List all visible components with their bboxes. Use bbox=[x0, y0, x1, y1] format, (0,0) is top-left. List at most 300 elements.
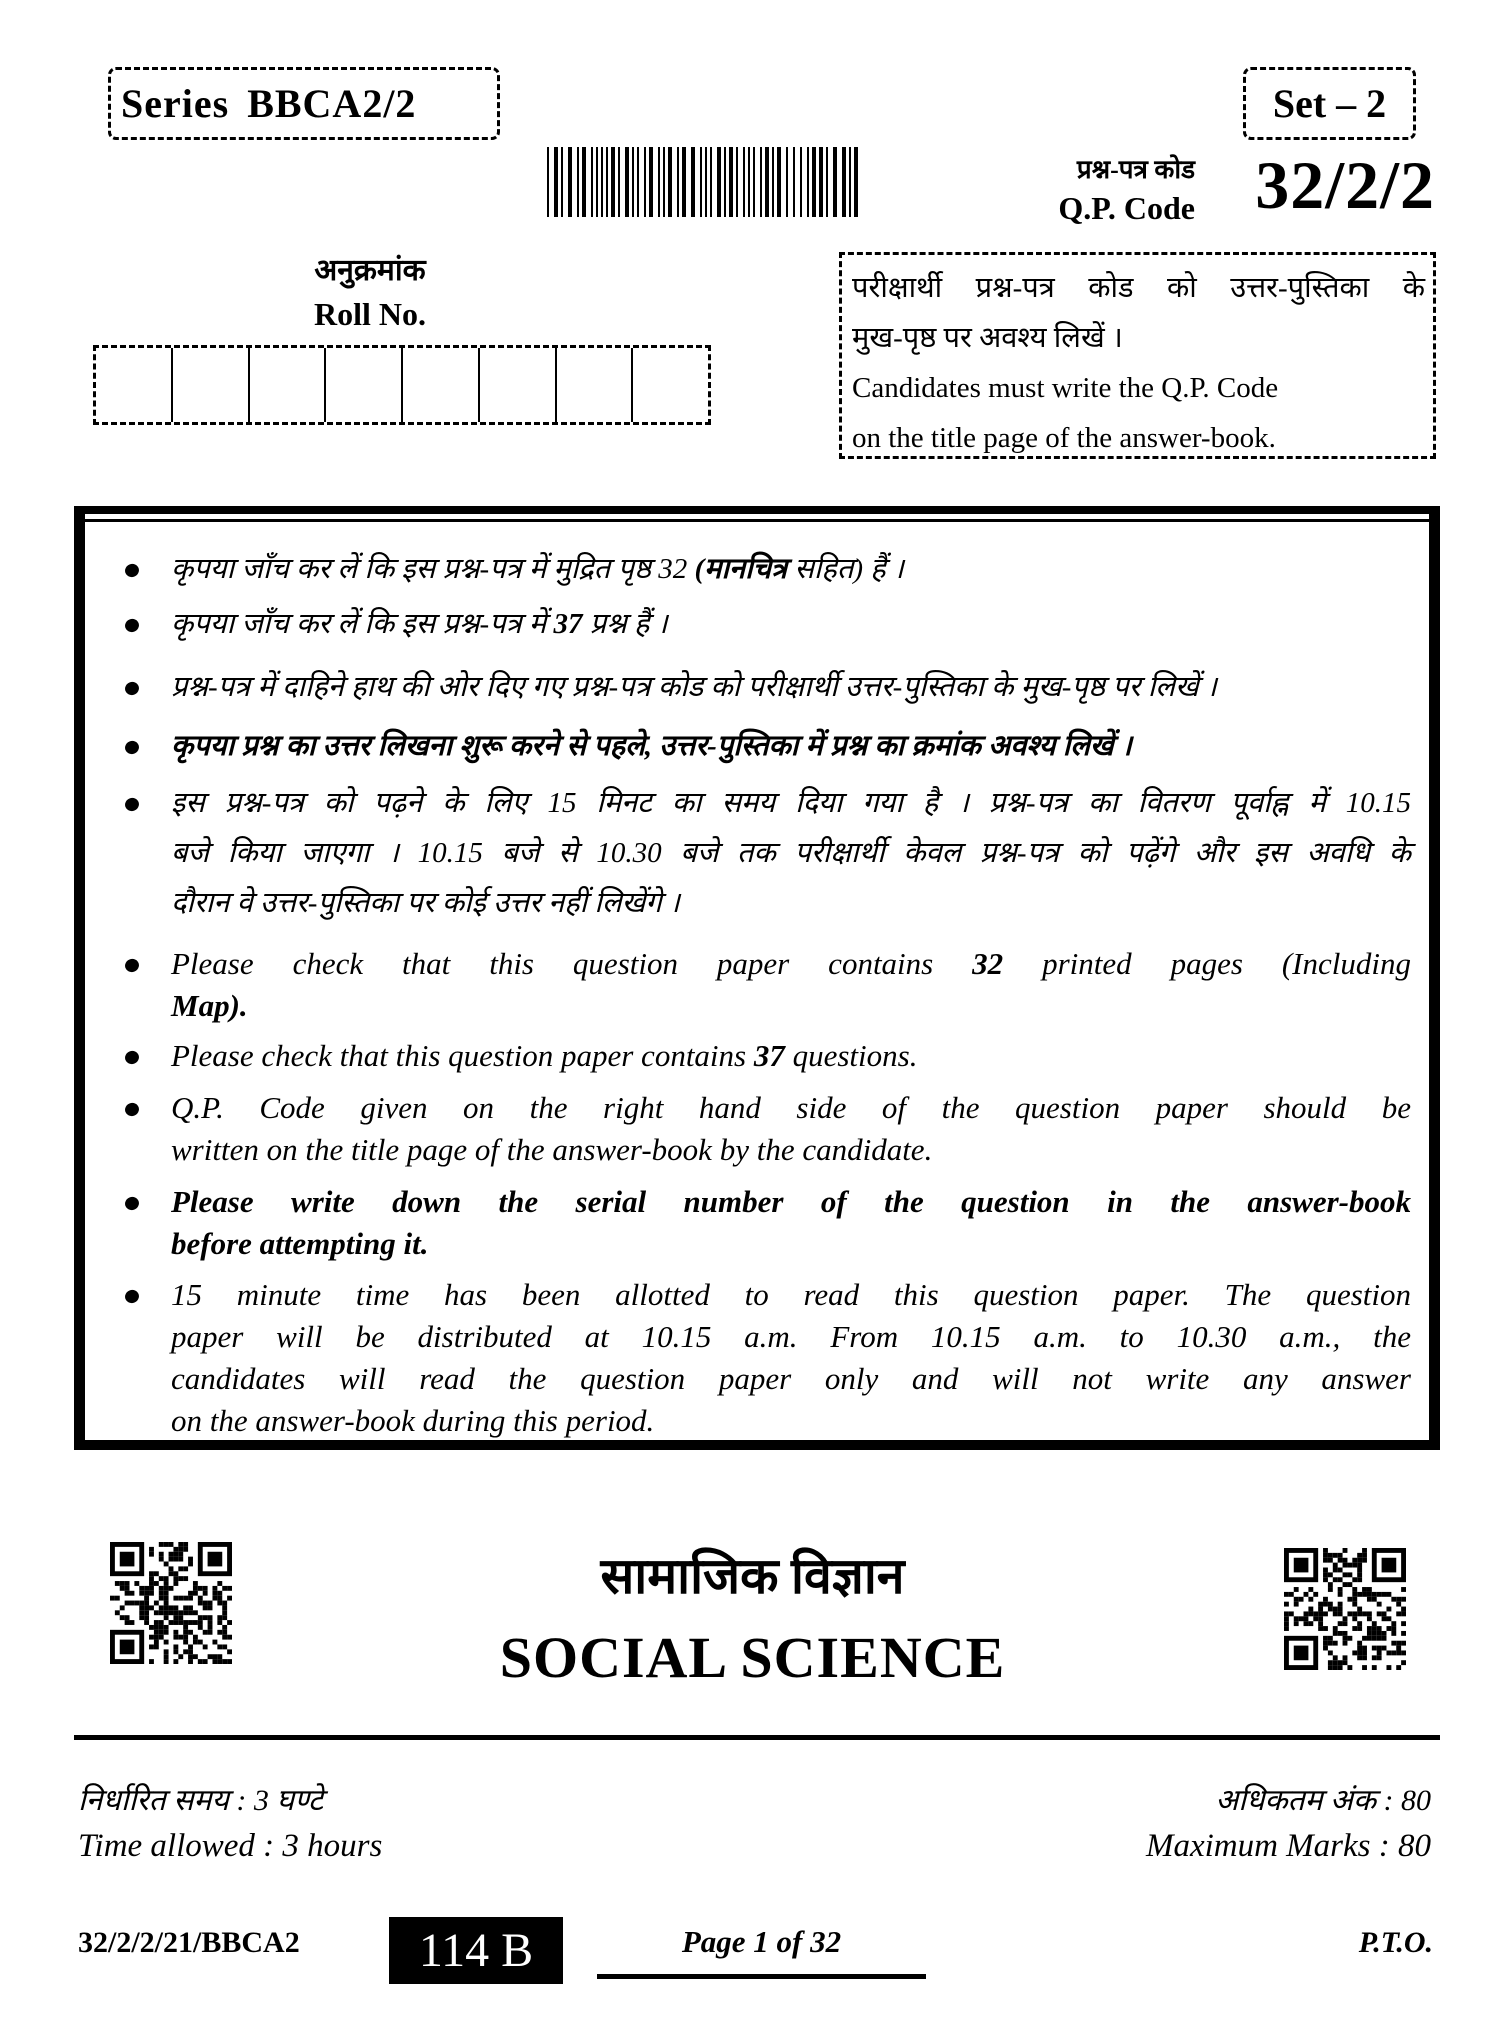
qr-module bbox=[144, 1615, 149, 1620]
qr-module bbox=[1323, 1626, 1328, 1631]
qr-module bbox=[193, 1586, 198, 1591]
qr-module bbox=[227, 1620, 232, 1625]
qr-module bbox=[1357, 1626, 1362, 1631]
qr-module bbox=[193, 1635, 198, 1640]
qr-module bbox=[1401, 1631, 1406, 1636]
instruction-text: 15 minute time has been allotted to read this question paper. The question bbox=[171, 1277, 1411, 1312]
qr-module bbox=[1382, 1592, 1387, 1597]
qr-module bbox=[125, 1591, 130, 1596]
qr-module bbox=[217, 1620, 222, 1625]
max-marks: Maximum Marks : 80 bbox=[1145, 1828, 1431, 1864]
roll-number-cell[interactable] bbox=[480, 348, 557, 422]
qr-module bbox=[1391, 1631, 1396, 1636]
qr-module bbox=[149, 1605, 154, 1610]
qr-module bbox=[1362, 1655, 1367, 1660]
qr-module bbox=[173, 1547, 178, 1552]
qr-module bbox=[1367, 1587, 1372, 1592]
qr-module bbox=[154, 1630, 159, 1635]
qr-module bbox=[227, 1596, 232, 1601]
qr-module bbox=[1323, 1548, 1328, 1553]
qr-module bbox=[1377, 1650, 1382, 1655]
qr-module bbox=[120, 1640, 135, 1655]
bullet-icon bbox=[123, 796, 141, 813]
qr-module bbox=[198, 1586, 203, 1591]
qr-module bbox=[212, 1596, 217, 1601]
qr-module bbox=[1372, 1665, 1377, 1670]
qr-module bbox=[1362, 1553, 1367, 1558]
qr-module bbox=[159, 1576, 164, 1581]
qr-module bbox=[1343, 1660, 1348, 1665]
qr-module bbox=[1347, 1665, 1352, 1670]
qr-module bbox=[159, 1542, 164, 1547]
qr-module bbox=[1323, 1646, 1328, 1651]
qr-module bbox=[1391, 1621, 1396, 1626]
qr-module bbox=[178, 1635, 183, 1640]
qr-module bbox=[159, 1630, 164, 1635]
qr-module bbox=[222, 1610, 227, 1615]
qr-module bbox=[164, 1576, 169, 1581]
qr-module bbox=[178, 1552, 183, 1557]
qr-module bbox=[154, 1640, 159, 1645]
qr-module bbox=[1308, 1587, 1313, 1592]
qr-module bbox=[169, 1620, 174, 1625]
instruction-line bbox=[171, 828, 1411, 878]
qr-module bbox=[144, 1601, 149, 1606]
qr-module bbox=[1323, 1572, 1328, 1577]
qr-module bbox=[203, 1605, 208, 1610]
qr-module bbox=[188, 1605, 193, 1610]
instruction-text: प्रश्न-पत्र में दाहिने हाथ की ओर दिए गए प्रश्न-पत्र कोड को परीक्षार्थी उत्तर-पुस्तिका के मुख-पृष्ठ पर लिखें । bbox=[171, 671, 1217, 703]
barcode-bar bbox=[677, 147, 679, 217]
instruction-line bbox=[171, 878, 1411, 928]
qr-module bbox=[1367, 1626, 1372, 1631]
qr-module bbox=[1357, 1558, 1362, 1563]
qr-module bbox=[1343, 1616, 1348, 1621]
qr-module bbox=[198, 1601, 203, 1606]
qr-module bbox=[154, 1581, 159, 1586]
instruction-line bbox=[171, 778, 1411, 828]
qr-module bbox=[164, 1586, 169, 1591]
qr-module bbox=[1347, 1563, 1352, 1568]
barcode-bar bbox=[561, 147, 563, 217]
qr-module bbox=[188, 1649, 193, 1654]
qr-module bbox=[188, 1630, 193, 1635]
qr-module bbox=[169, 1605, 174, 1610]
qr-module bbox=[1318, 1611, 1323, 1616]
qr-module bbox=[178, 1610, 183, 1615]
qr-module bbox=[1352, 1597, 1357, 1602]
qr-module bbox=[203, 1659, 208, 1664]
qr-module bbox=[188, 1659, 193, 1664]
qr-module bbox=[164, 1640, 169, 1645]
qr-module bbox=[1377, 1636, 1382, 1641]
qr-module bbox=[159, 1596, 164, 1601]
qr-module bbox=[1401, 1607, 1406, 1612]
instruction-line bbox=[171, 1129, 1411, 1171]
barcode-bar bbox=[582, 147, 586, 217]
qr-module bbox=[1323, 1558, 1328, 1563]
qr-module bbox=[1362, 1587, 1367, 1592]
instruction-text: Please write down the serial number of the question in the answer-book bbox=[171, 1184, 1411, 1219]
qr-module bbox=[1308, 1611, 1313, 1616]
qr-module bbox=[1362, 1665, 1367, 1670]
qr-module bbox=[183, 1640, 188, 1645]
qr-module bbox=[222, 1630, 227, 1635]
qr-module bbox=[173, 1649, 178, 1654]
roll-number-boxes[interactable] bbox=[93, 345, 711, 425]
qr-module bbox=[208, 1620, 213, 1625]
qr-module bbox=[139, 1605, 144, 1610]
qr-module bbox=[173, 1610, 178, 1615]
qr-module bbox=[1391, 1641, 1396, 1646]
qr-module bbox=[144, 1596, 149, 1601]
instruction-line bbox=[171, 1400, 1411, 1442]
qr-module bbox=[1323, 1602, 1328, 1607]
qr-module bbox=[1343, 1631, 1348, 1636]
qr-module bbox=[1357, 1621, 1362, 1626]
barcode-bar bbox=[833, 147, 837, 217]
qr-module bbox=[1318, 1616, 1323, 1621]
qr-module bbox=[208, 1552, 223, 1567]
qr-module bbox=[1284, 1611, 1289, 1616]
qr-module bbox=[1352, 1650, 1357, 1655]
qr-module bbox=[1367, 1597, 1372, 1602]
qr-module bbox=[1396, 1646, 1401, 1651]
instruction-line bbox=[171, 1181, 1411, 1223]
qr-module bbox=[212, 1659, 217, 1664]
qr-module bbox=[198, 1625, 203, 1630]
pto-label: P.T.O. bbox=[1358, 1926, 1433, 1959]
qr-module bbox=[1382, 1636, 1387, 1641]
barcode-bar bbox=[800, 147, 802, 217]
roll-number-cell[interactable] bbox=[173, 348, 250, 422]
qr-module bbox=[173, 1557, 178, 1562]
instruction-text: 37 bbox=[753, 1038, 785, 1073]
qr-module bbox=[1289, 1592, 1294, 1597]
instruction-text: Map). bbox=[171, 988, 248, 1023]
qr-module bbox=[149, 1547, 154, 1552]
qr-module bbox=[1284, 1602, 1289, 1607]
qr-module bbox=[173, 1659, 178, 1664]
bullet-icon bbox=[123, 739, 141, 756]
qr-module bbox=[164, 1605, 169, 1610]
qr-module bbox=[1338, 1660, 1343, 1665]
qr-module bbox=[193, 1581, 198, 1586]
instructions-list bbox=[85, 519, 1429, 1440]
qr-module bbox=[183, 1649, 188, 1654]
qr-module bbox=[159, 1625, 164, 1630]
qr-module bbox=[1357, 1568, 1362, 1573]
qr-module bbox=[125, 1581, 130, 1586]
qr-module bbox=[1284, 1592, 1289, 1597]
qr-module bbox=[1333, 1641, 1338, 1646]
qr-module bbox=[173, 1596, 178, 1601]
qr-module bbox=[1386, 1626, 1391, 1631]
qr-module bbox=[222, 1659, 227, 1664]
qr-module bbox=[1284, 1626, 1289, 1631]
instruction-text: on the answer-book during this period. bbox=[171, 1403, 655, 1438]
qr-module bbox=[1386, 1592, 1391, 1597]
qr-module bbox=[1401, 1621, 1406, 1626]
qr-module bbox=[169, 1552, 174, 1557]
qr-module bbox=[115, 1610, 120, 1615]
qr-module bbox=[217, 1596, 222, 1601]
qr-module bbox=[227, 1635, 232, 1640]
qr-module bbox=[1294, 1616, 1299, 1621]
barcode-bar bbox=[724, 147, 726, 217]
qr-module bbox=[1391, 1597, 1396, 1602]
roll-number-cell[interactable] bbox=[250, 348, 327, 422]
qr-module bbox=[1382, 1646, 1387, 1651]
qr-module bbox=[178, 1566, 183, 1571]
qr-module bbox=[1347, 1611, 1352, 1616]
roll-number-cell[interactable] bbox=[326, 348, 403, 422]
barcode-bar bbox=[644, 147, 646, 217]
qr-module bbox=[1313, 1592, 1318, 1597]
roll-number-cell[interactable] bbox=[96, 348, 173, 422]
roll-number-cell[interactable] bbox=[633, 348, 708, 422]
qr-module bbox=[178, 1547, 183, 1552]
qr-module bbox=[1367, 1631, 1372, 1636]
qr-module bbox=[144, 1591, 149, 1596]
qr-module bbox=[1333, 1611, 1338, 1616]
qr-module bbox=[173, 1635, 178, 1640]
qr-module bbox=[149, 1644, 154, 1649]
qp-code: 32/2/2 bbox=[1255, 147, 1435, 223]
barcode-bar bbox=[700, 147, 702, 217]
qr-module bbox=[1377, 1592, 1382, 1597]
qr-module bbox=[1343, 1641, 1348, 1646]
barcode-bar bbox=[625, 147, 629, 217]
qr-module bbox=[1377, 1631, 1382, 1636]
qr-module bbox=[149, 1581, 154, 1586]
qr-module bbox=[1347, 1582, 1352, 1587]
bullet-icon bbox=[123, 957, 141, 974]
qr-module bbox=[1343, 1558, 1348, 1563]
qr-module bbox=[164, 1581, 169, 1586]
qr-module bbox=[130, 1591, 135, 1596]
qr-module bbox=[1328, 1607, 1333, 1612]
qr-module bbox=[1333, 1607, 1338, 1612]
qr-module bbox=[173, 1615, 178, 1620]
instruction-text: कृपया जाँच कर लें कि इस प्रश्न-पत्र में bbox=[171, 608, 554, 640]
qr-module bbox=[1328, 1553, 1333, 1558]
qr-module bbox=[1338, 1553, 1343, 1558]
barcode-bar bbox=[705, 147, 707, 217]
qr-module bbox=[159, 1552, 164, 1557]
qr-module bbox=[1333, 1631, 1338, 1636]
notice-line: मुख-पृष्ठ पर अवश्य लिखें । bbox=[852, 322, 1123, 354]
qp-code-notice bbox=[839, 252, 1436, 459]
qr-module bbox=[188, 1562, 193, 1567]
barcode-bar bbox=[606, 147, 608, 217]
barcode-bar bbox=[793, 147, 795, 217]
qr-module bbox=[1338, 1577, 1343, 1582]
barcode-bar bbox=[717, 147, 721, 217]
instruction-line bbox=[171, 943, 1411, 985]
qr-module bbox=[164, 1630, 169, 1635]
bullet-icon bbox=[123, 1195, 141, 1212]
qr-module bbox=[154, 1635, 159, 1640]
divider bbox=[74, 1735, 1440, 1740]
qr-module bbox=[164, 1625, 169, 1630]
barcode-bar bbox=[577, 147, 579, 217]
qr-module bbox=[1328, 1660, 1333, 1665]
qr-module bbox=[188, 1557, 193, 1562]
roll-number-cell[interactable] bbox=[557, 348, 634, 422]
instruction-line bbox=[171, 1223, 1411, 1265]
qr-module bbox=[1401, 1587, 1406, 1592]
qr-module bbox=[1396, 1641, 1401, 1646]
qr-module bbox=[149, 1571, 154, 1576]
qr-module bbox=[115, 1581, 120, 1586]
qr-module bbox=[1396, 1665, 1401, 1670]
qr-module bbox=[110, 1596, 115, 1601]
qr-module bbox=[1357, 1650, 1362, 1655]
qr-module bbox=[1333, 1660, 1338, 1665]
qr-module bbox=[169, 1566, 174, 1571]
qr-code-right bbox=[1284, 1547, 1406, 1671]
qr-module bbox=[178, 1596, 183, 1601]
qr-module bbox=[1367, 1616, 1372, 1621]
instruction-text: Please check that this question paper contains bbox=[171, 946, 973, 981]
qr-module bbox=[198, 1615, 203, 1620]
instruction-text: प्रश्न हैं । bbox=[582, 608, 668, 640]
qr-module bbox=[173, 1576, 178, 1581]
max-marks-hindi: अधिकतम अंक : 80 bbox=[1215, 1784, 1431, 1817]
qr-module bbox=[217, 1615, 222, 1620]
qr-module bbox=[1328, 1641, 1333, 1646]
qr-module bbox=[1299, 1597, 1304, 1602]
qr-module bbox=[217, 1659, 222, 1664]
qr-module bbox=[1328, 1572, 1333, 1577]
bullet-icon bbox=[123, 617, 141, 634]
qr-module bbox=[1313, 1616, 1318, 1621]
bullet-icon bbox=[123, 1049, 141, 1066]
subject-title-hindi: सामाजिक विज्ञान bbox=[600, 1548, 905, 1604]
barcode-bar bbox=[842, 147, 846, 217]
qr-module bbox=[1352, 1587, 1357, 1592]
qr-module bbox=[1323, 1611, 1328, 1616]
qr-module bbox=[227, 1649, 232, 1654]
qr-module bbox=[1382, 1631, 1387, 1636]
qr-module bbox=[154, 1601, 159, 1606]
qr-module bbox=[227, 1659, 232, 1664]
qr-module bbox=[198, 1596, 203, 1601]
qr-module bbox=[1347, 1597, 1352, 1602]
instruction-line bbox=[171, 1358, 1411, 1400]
qr-module bbox=[1382, 1558, 1397, 1573]
instruction-line bbox=[171, 985, 1411, 1027]
qr-module bbox=[188, 1654, 193, 1659]
qr-module bbox=[164, 1591, 169, 1596]
qr-module bbox=[169, 1571, 174, 1576]
qr-module bbox=[1352, 1616, 1357, 1621]
qr-module bbox=[1401, 1650, 1406, 1655]
qr-module bbox=[227, 1586, 232, 1591]
qr-module bbox=[120, 1552, 135, 1567]
instruction-line bbox=[171, 544, 1411, 594]
instruction-line bbox=[171, 1087, 1411, 1129]
qr-module bbox=[1362, 1611, 1367, 1616]
qr-module bbox=[139, 1586, 144, 1591]
qr-module bbox=[1357, 1641, 1362, 1646]
qr-module bbox=[183, 1635, 188, 1640]
qr-module bbox=[159, 1605, 164, 1610]
barcode-bar bbox=[611, 147, 615, 217]
barcode-bar bbox=[807, 147, 809, 217]
qr-module bbox=[154, 1644, 159, 1649]
qr-module bbox=[183, 1625, 188, 1630]
instruction-text: इस प्रश्न-पत्र को पढ़ने के लिए 15 मिनट का समय दिया गया है । प्रश्न-पत्र का वितरण पूर्वाह्न में 10.15 bbox=[171, 787, 1411, 819]
barcode-bar bbox=[618, 147, 620, 217]
roll-label-hindi: अनुक्रमांक bbox=[314, 254, 426, 287]
qr-module bbox=[164, 1542, 169, 1547]
qr-module bbox=[149, 1576, 154, 1581]
qr-module bbox=[1323, 1553, 1328, 1558]
qr-module bbox=[1338, 1587, 1343, 1592]
instruction-text: कृपया प्रश्न का उत्तर लिखना शुरू करने से पहले, उत्तर-पुस्तिका में प्रश्न का क्रमांक अवश्य लिखें । bbox=[171, 730, 1132, 762]
barcode-bar bbox=[547, 147, 549, 217]
qr-module bbox=[1338, 1611, 1343, 1616]
qr-module bbox=[212, 1640, 217, 1645]
qr-module bbox=[1343, 1563, 1348, 1568]
qr-module bbox=[1343, 1548, 1348, 1553]
barcode-bar bbox=[854, 147, 858, 217]
qr-module bbox=[203, 1630, 208, 1635]
barcode-bar bbox=[710, 147, 712, 217]
qr-module bbox=[144, 1610, 149, 1615]
qr-module bbox=[1338, 1665, 1343, 1670]
qr-module bbox=[1333, 1626, 1338, 1631]
qr-module bbox=[1377, 1655, 1382, 1660]
qr-module bbox=[208, 1625, 213, 1630]
qr-module bbox=[1357, 1563, 1362, 1568]
qr-module bbox=[1391, 1650, 1396, 1655]
qr-module bbox=[1367, 1611, 1372, 1616]
barcode-bar bbox=[658, 147, 660, 217]
qr-module bbox=[1347, 1636, 1352, 1641]
qr-module bbox=[154, 1620, 159, 1625]
qr-module bbox=[193, 1654, 198, 1659]
qr-module bbox=[1318, 1607, 1323, 1612]
qr-module bbox=[183, 1542, 188, 1547]
barcode-bar bbox=[591, 147, 593, 217]
qr-module bbox=[164, 1654, 169, 1659]
set-box: Set – 2 bbox=[1243, 67, 1416, 140]
qr-module bbox=[149, 1552, 154, 1557]
qr-module bbox=[183, 1547, 188, 1552]
qr-module bbox=[1338, 1592, 1343, 1597]
barcode-bar bbox=[826, 147, 828, 217]
qr-module bbox=[188, 1610, 193, 1615]
qr-module bbox=[1328, 1558, 1333, 1563]
qr-module bbox=[203, 1615, 208, 1620]
roll-number-cell[interactable] bbox=[403, 348, 480, 422]
qr-module bbox=[222, 1625, 227, 1630]
qr-module bbox=[1343, 1572, 1348, 1577]
qr-module bbox=[1377, 1626, 1382, 1631]
qr-module bbox=[1328, 1602, 1333, 1607]
qr-module bbox=[1362, 1636, 1367, 1641]
qr-module bbox=[217, 1654, 222, 1659]
instruction-text: printed pages (Including bbox=[1003, 946, 1411, 981]
qr-module bbox=[188, 1644, 193, 1649]
qr-module bbox=[1401, 1660, 1406, 1665]
barcode-bar bbox=[601, 147, 603, 217]
qr-module bbox=[208, 1601, 213, 1606]
barcode-bar bbox=[753, 147, 755, 217]
